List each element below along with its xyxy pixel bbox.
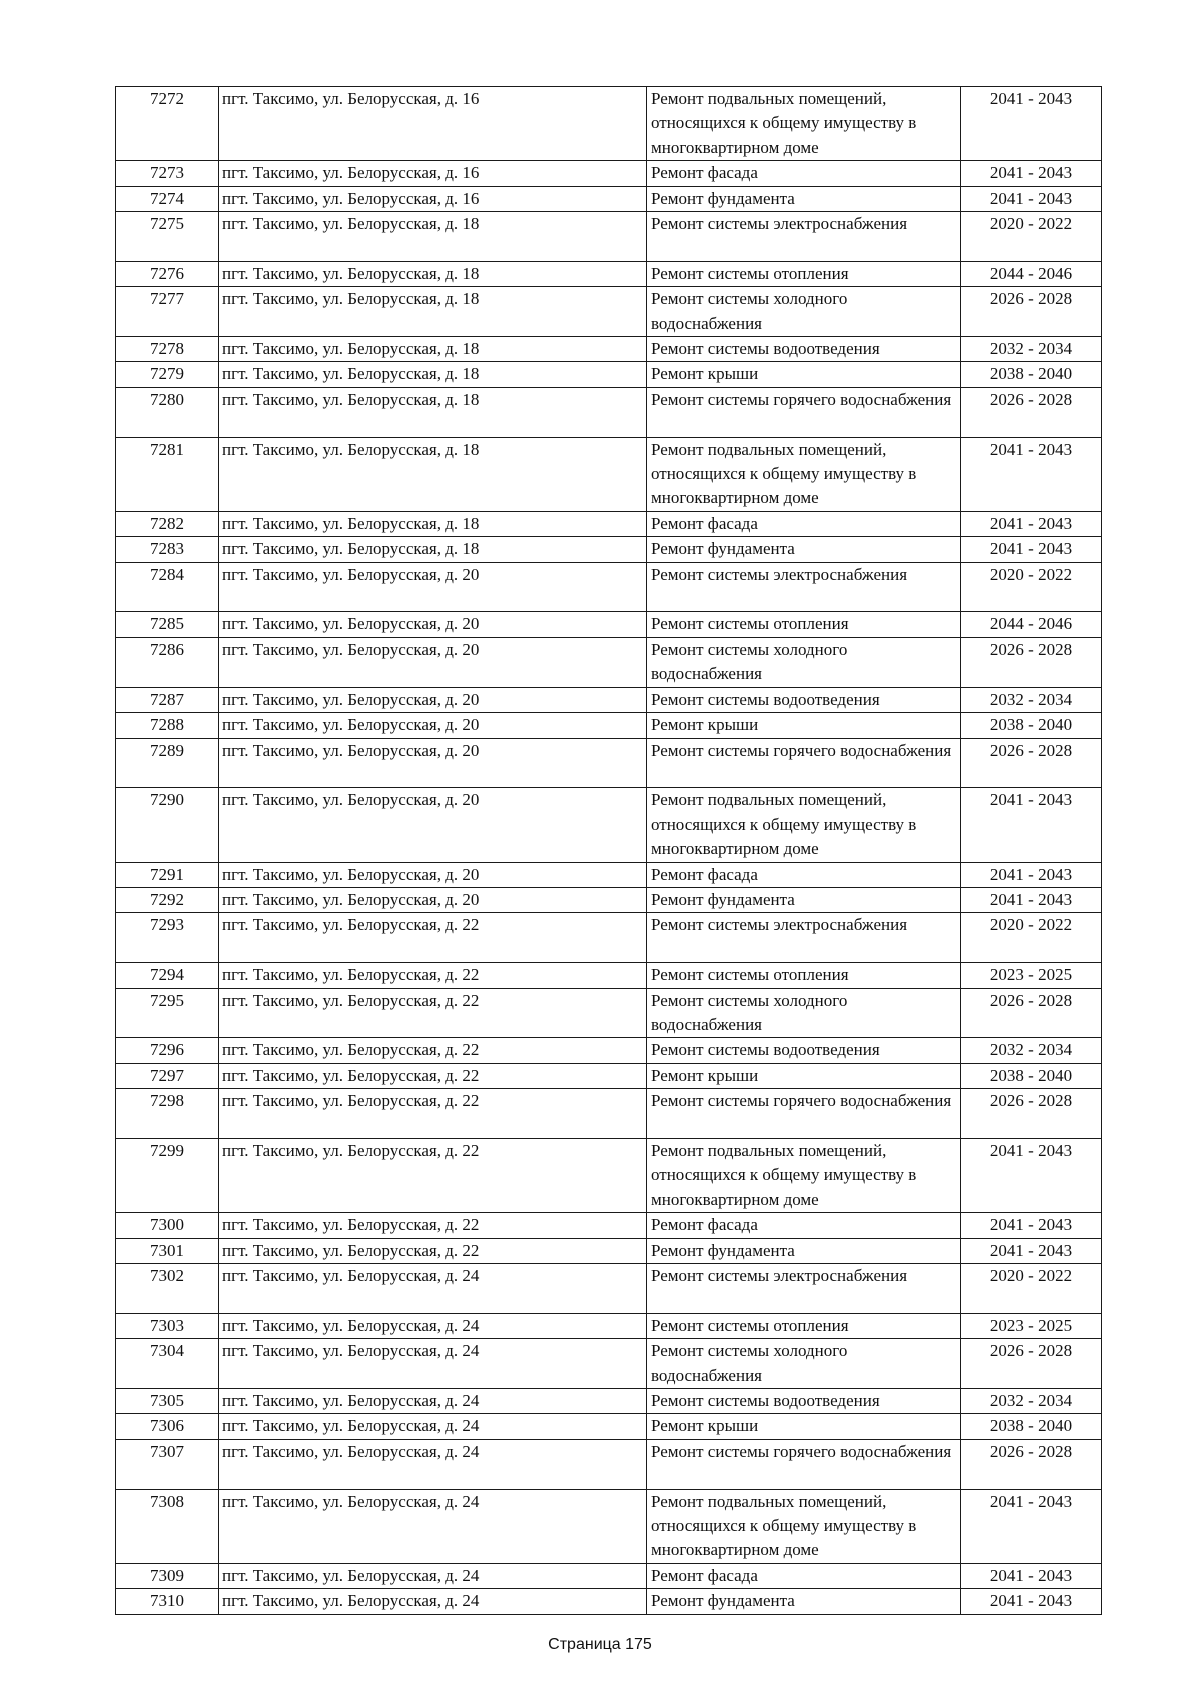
- address-cell: пгт. Таксимо, ул. Белорусская, д. 18: [219, 212, 647, 262]
- work-type-cell: Ремонт системы электроснабжения: [647, 212, 961, 262]
- period-cell: 2038 - 2040: [961, 362, 1102, 387]
- work-type-cell: Ремонт подвальных помещений, относящихся к общему имуществу в многоквартирном доме: [647, 1489, 961, 1563]
- row-number-cell: 7294: [116, 963, 219, 988]
- table-row: [116, 362, 1102, 387]
- table-row: [116, 562, 1102, 612]
- row-number-cell: 7277: [116, 287, 219, 337]
- work-type-cell: Ремонт системы электроснабжения: [647, 913, 961, 963]
- row-number-cell: 7303: [116, 1313, 219, 1338]
- table-row: [116, 713, 1102, 738]
- address-cell: пгт. Таксимо, ул. Белорусская, д. 18: [219, 387, 647, 437]
- work-type-cell: Ремонт системы холодного водоснабжения: [647, 988, 961, 1038]
- period-cell: 2032 - 2034: [961, 1389, 1102, 1414]
- work-type-cell: Ремонт системы холодного водоснабжения: [647, 287, 961, 337]
- work-type-cell: Ремонт крыши: [647, 362, 961, 387]
- period-cell: 2020 - 2022: [961, 1264, 1102, 1314]
- address-cell: пгт. Таксимо, ул. Белорусская, д. 24: [219, 1414, 647, 1439]
- period-cell: 2041 - 2043: [961, 862, 1102, 887]
- period-cell: 2041 - 2043: [961, 1489, 1102, 1563]
- row-number-cell: 7274: [116, 186, 219, 211]
- row-number-cell: 7296: [116, 1038, 219, 1063]
- period-cell: 2041 - 2043: [961, 437, 1102, 511]
- address-cell: пгт. Таксимо, ул. Белорусская, д. 22: [219, 1038, 647, 1063]
- address-cell: пгт. Таксимо, ул. Белорусская, д. 20: [219, 788, 647, 862]
- row-number-cell: 7305: [116, 1389, 219, 1414]
- row-number-cell: 7288: [116, 713, 219, 738]
- period-cell: 2023 - 2025: [961, 963, 1102, 988]
- table-row: [116, 537, 1102, 562]
- period-cell: 2044 - 2046: [961, 612, 1102, 637]
- address-cell: пгт. Таксимо, ул. Белорусская, д. 20: [219, 637, 647, 687]
- period-cell: 2041 - 2043: [961, 1563, 1102, 1588]
- page-number: Страница 175: [548, 1636, 652, 1653]
- work-type-cell: Ремонт системы электроснабжения: [647, 562, 961, 612]
- period-cell: 2041 - 2043: [961, 537, 1102, 562]
- table-row: [116, 437, 1102, 511]
- period-cell: 2020 - 2022: [961, 913, 1102, 963]
- work-type-cell: Ремонт крыши: [647, 713, 961, 738]
- period-cell: 2026 - 2028: [961, 387, 1102, 437]
- work-type-cell: Ремонт фасада: [647, 1213, 961, 1238]
- address-cell: пгт. Таксимо, ул. Белорусская, д. 18: [219, 261, 647, 286]
- table-row: [116, 1089, 1102, 1139]
- period-cell: 2041 - 2043: [961, 511, 1102, 536]
- row-number-cell: 7290: [116, 788, 219, 862]
- address-cell: пгт. Таксимо, ул. Белорусская, д. 24: [219, 1264, 647, 1314]
- row-number-cell: 7292: [116, 887, 219, 912]
- row-number-cell: 7279: [116, 362, 219, 387]
- row-number-cell: 7273: [116, 161, 219, 186]
- work-type-cell: Ремонт системы холодного водоснабжения: [647, 1339, 961, 1389]
- work-type-cell: Ремонт подвальных помещений, относящихся к общему имуществу в многоквартирном доме: [647, 87, 961, 161]
- row-number-cell: 7302: [116, 1264, 219, 1314]
- address-cell: пгт. Таксимо, ул. Белорусская, д. 22: [219, 963, 647, 988]
- work-type-cell: Ремонт фасада: [647, 862, 961, 887]
- address-cell: пгт. Таксимо, ул. Белорусская, д. 24: [219, 1439, 647, 1489]
- work-type-cell: Ремонт фундамента: [647, 537, 961, 562]
- period-cell: 2041 - 2043: [961, 1213, 1102, 1238]
- repair-schedule-table: [115, 86, 1102, 1615]
- address-cell: пгт. Таксимо, ул. Белорусская, д. 22: [219, 1089, 647, 1139]
- row-number-cell: 7278: [116, 337, 219, 362]
- address-cell: пгт. Таксимо, ул. Белорусская, д. 20: [219, 562, 647, 612]
- row-number-cell: 7299: [116, 1138, 219, 1212]
- period-cell: 2041 - 2043: [961, 887, 1102, 912]
- table-row: [116, 212, 1102, 262]
- address-cell: пгт. Таксимо, ул. Белорусская, д. 18: [219, 511, 647, 536]
- address-cell: пгт. Таксимо, ул. Белорусская, д. 18: [219, 537, 647, 562]
- address-cell: пгт. Таксимо, ул. Белорусская, д. 24: [219, 1313, 647, 1338]
- address-cell: пгт. Таксимо, ул. Белорусская, д. 16: [219, 87, 647, 161]
- address-cell: пгт. Таксимо, ул. Белорусская, д. 20: [219, 713, 647, 738]
- row-number-cell: 7306: [116, 1414, 219, 1439]
- work-type-cell: Ремонт подвальных помещений, относящихся к общему имуществу в многоквартирном доме: [647, 1138, 961, 1212]
- row-number-cell: 7291: [116, 862, 219, 887]
- address-cell: пгт. Таксимо, ул. Белорусская, д. 18: [219, 437, 647, 511]
- row-number-cell: 7272: [116, 87, 219, 161]
- table-row: [116, 1313, 1102, 1338]
- row-number-cell: 7275: [116, 212, 219, 262]
- work-type-cell: Ремонт системы горячего водоснабжения: [647, 738, 961, 788]
- work-type-cell: Ремонт системы горячего водоснабжения: [647, 1439, 961, 1489]
- address-cell: пгт. Таксимо, ул. Белорусская, д. 22: [219, 988, 647, 1038]
- work-type-cell: Ремонт системы водоотведения: [647, 337, 961, 362]
- address-cell: пгт. Таксимо, ул. Белорусская, д. 20: [219, 738, 647, 788]
- period-cell: 2041 - 2043: [961, 186, 1102, 211]
- table-row: [116, 1563, 1102, 1588]
- work-type-cell: Ремонт крыши: [647, 1063, 961, 1088]
- address-cell: пгт. Таксимо, ул. Белорусская, д. 24: [219, 1589, 647, 1614]
- table-row: [116, 862, 1102, 887]
- period-cell: 2032 - 2034: [961, 337, 1102, 362]
- period-cell: 2026 - 2028: [961, 988, 1102, 1038]
- row-number-cell: 7287: [116, 687, 219, 712]
- address-cell: пгт. Таксимо, ул. Белорусская, д. 16: [219, 161, 647, 186]
- period-cell: 2044 - 2046: [961, 261, 1102, 286]
- period-cell: 2026 - 2028: [961, 1439, 1102, 1489]
- address-cell: пгт. Таксимо, ул. Белорусская, д. 22: [219, 1213, 647, 1238]
- table-row: [116, 887, 1102, 912]
- period-cell: 2026 - 2028: [961, 1089, 1102, 1139]
- row-number-cell: 7289: [116, 738, 219, 788]
- table-row: [116, 1264, 1102, 1314]
- table-row: [116, 1414, 1102, 1439]
- table-row: [116, 1038, 1102, 1063]
- period-cell: 2041 - 2043: [961, 161, 1102, 186]
- period-cell: 2023 - 2025: [961, 1313, 1102, 1338]
- address-cell: пгт. Таксимо, ул. Белорусская, д. 22: [219, 1063, 647, 1088]
- work-type-cell: Ремонт системы водоотведения: [647, 1038, 961, 1063]
- address-cell: пгт. Таксимо, ул. Белорусская, д. 18: [219, 337, 647, 362]
- work-type-cell: Ремонт подвальных помещений, относящихся к общему имуществу в многоквартирном доме: [647, 437, 961, 511]
- period-cell: 2038 - 2040: [961, 1414, 1102, 1439]
- row-number-cell: 7283: [116, 537, 219, 562]
- period-cell: 2032 - 2034: [961, 1038, 1102, 1063]
- table-row: [116, 612, 1102, 637]
- table-row: [116, 1339, 1102, 1389]
- work-type-cell: Ремонт системы отопления: [647, 261, 961, 286]
- table-row: [116, 963, 1102, 988]
- table-row: [116, 1138, 1102, 1212]
- table-body: [116, 87, 1102, 1615]
- row-number-cell: 7281: [116, 437, 219, 511]
- row-number-cell: 7310: [116, 1589, 219, 1614]
- work-type-cell: Ремонт системы горячего водоснабжения: [647, 1089, 961, 1139]
- table-row: [116, 637, 1102, 687]
- period-cell: 2041 - 2043: [961, 1238, 1102, 1263]
- period-cell: 2026 - 2028: [961, 287, 1102, 337]
- address-cell: пгт. Таксимо, ул. Белорусская, д. 18: [219, 287, 647, 337]
- row-number-cell: 7308: [116, 1489, 219, 1563]
- address-cell: пгт. Таксимо, ул. Белорусская, д. 24: [219, 1389, 647, 1414]
- row-number-cell: 7286: [116, 637, 219, 687]
- table-row: [116, 337, 1102, 362]
- address-cell: пгт. Таксимо, ул. Белорусская, д. 20: [219, 612, 647, 637]
- table-row: [116, 738, 1102, 788]
- period-cell: 2020 - 2022: [961, 212, 1102, 262]
- period-cell: 2020 - 2022: [961, 562, 1102, 612]
- address-cell: пгт. Таксимо, ул. Белорусская, д. 24: [219, 1563, 647, 1588]
- period-cell: 2041 - 2043: [961, 87, 1102, 161]
- table-row: [116, 511, 1102, 536]
- work-type-cell: Ремонт фасада: [647, 511, 961, 536]
- row-number-cell: 7295: [116, 988, 219, 1038]
- row-number-cell: 7293: [116, 913, 219, 963]
- period-cell: 2041 - 2043: [961, 788, 1102, 862]
- row-number-cell: 7300: [116, 1213, 219, 1238]
- row-number-cell: 7284: [116, 562, 219, 612]
- row-number-cell: 7297: [116, 1063, 219, 1088]
- period-cell: 2038 - 2040: [961, 713, 1102, 738]
- address-cell: пгт. Таксимо, ул. Белорусская, д. 20: [219, 687, 647, 712]
- table-row: [116, 87, 1102, 161]
- table-row: [116, 988, 1102, 1038]
- address-cell: пгт. Таксимо, ул. Белорусская, д. 20: [219, 887, 647, 912]
- table-row: [116, 186, 1102, 211]
- table-row: [116, 1063, 1102, 1088]
- work-type-cell: Ремонт системы водоотведения: [647, 1389, 961, 1414]
- row-number-cell: 7301: [116, 1238, 219, 1263]
- work-type-cell: Ремонт системы горячего водоснабжения: [647, 387, 961, 437]
- address-cell: пгт. Таксимо, ул. Белорусская, д. 22: [219, 1138, 647, 1212]
- period-cell: 2026 - 2028: [961, 738, 1102, 788]
- period-cell: 2041 - 2043: [961, 1138, 1102, 1212]
- work-type-cell: Ремонт фундамента: [647, 186, 961, 211]
- work-type-cell: Ремонт системы водоотведения: [647, 687, 961, 712]
- table-row: [116, 1238, 1102, 1263]
- work-type-cell: Ремонт системы холодного водоснабжения: [647, 637, 961, 687]
- work-type-cell: Ремонт фундамента: [647, 887, 961, 912]
- table-row: [116, 161, 1102, 186]
- table-row: [116, 1213, 1102, 1238]
- row-number-cell: 7304: [116, 1339, 219, 1389]
- row-number-cell: 7276: [116, 261, 219, 286]
- period-cell: 2026 - 2028: [961, 637, 1102, 687]
- period-cell: 2026 - 2028: [961, 1339, 1102, 1389]
- address-cell: пгт. Таксимо, ул. Белорусская, д. 16: [219, 186, 647, 211]
- address-cell: пгт. Таксимо, ул. Белорусская, д. 24: [219, 1339, 647, 1389]
- address-cell: пгт. Таксимо, ул. Белорусская, д. 20: [219, 862, 647, 887]
- address-cell: пгт. Таксимо, ул. Белорусская, д. 24: [219, 1489, 647, 1563]
- row-number-cell: 7282: [116, 511, 219, 536]
- period-cell: 2032 - 2034: [961, 687, 1102, 712]
- work-type-cell: Ремонт системы отопления: [647, 963, 961, 988]
- period-cell: 2038 - 2040: [961, 1063, 1102, 1088]
- table-row: [116, 788, 1102, 862]
- address-cell: пгт. Таксимо, ул. Белорусская, д. 22: [219, 913, 647, 963]
- address-cell: пгт. Таксимо, ул. Белорусская, д. 18: [219, 362, 647, 387]
- work-type-cell: Ремонт системы отопления: [647, 612, 961, 637]
- table-row: [116, 1489, 1102, 1563]
- table-row: [116, 913, 1102, 963]
- address-cell: пгт. Таксимо, ул. Белорусская, д. 22: [219, 1238, 647, 1263]
- period-cell: 2041 - 2043: [961, 1589, 1102, 1614]
- row-number-cell: 7307: [116, 1439, 219, 1489]
- work-type-cell: Ремонт фундамента: [647, 1238, 961, 1263]
- table-row: [116, 1439, 1102, 1489]
- table-row: [116, 387, 1102, 437]
- table-row: [116, 261, 1102, 286]
- row-number-cell: 7309: [116, 1563, 219, 1588]
- table-row: [116, 287, 1102, 337]
- work-type-cell: Ремонт системы отопления: [647, 1313, 961, 1338]
- table-row: [116, 687, 1102, 712]
- table-row: [116, 1589, 1102, 1614]
- table-row: [116, 1389, 1102, 1414]
- row-number-cell: 7285: [116, 612, 219, 637]
- work-type-cell: Ремонт фасада: [647, 1563, 961, 1588]
- work-type-cell: Ремонт подвальных помещений, относящихся к общему имуществу в многоквартирном доме: [647, 788, 961, 862]
- work-type-cell: Ремонт фасада: [647, 161, 961, 186]
- row-number-cell: 7298: [116, 1089, 219, 1139]
- work-type-cell: Ремонт фундамента: [647, 1589, 961, 1614]
- row-number-cell: 7280: [116, 387, 219, 437]
- work-type-cell: Ремонт системы электроснабжения: [647, 1264, 961, 1314]
- work-type-cell: Ремонт крыши: [647, 1414, 961, 1439]
